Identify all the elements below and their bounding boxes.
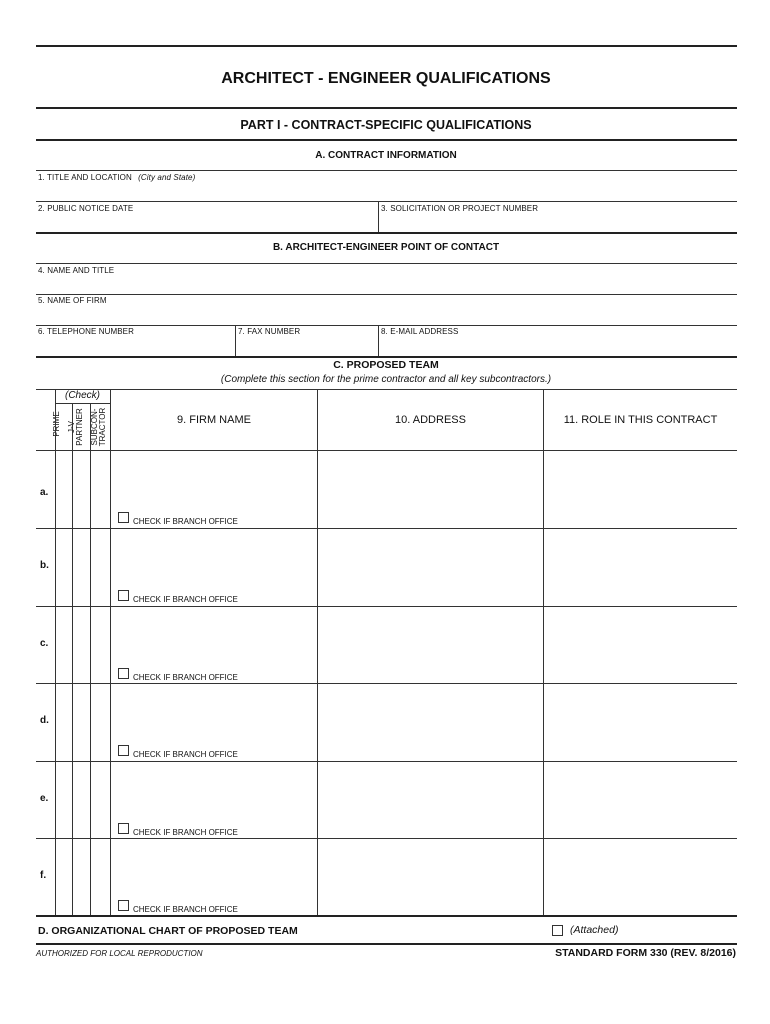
- check-label: (Check): [64, 390, 100, 401]
- col-prime-header: PRIME: [52, 411, 61, 437]
- branch-office-label: CHECK IF BRANCH OFFICE: [133, 673, 238, 682]
- team-row-e[interactable]: [36, 762, 737, 839]
- divider-field6-7: [235, 325, 236, 356]
- team-row-c[interactable]: [36, 607, 737, 684]
- rule-section-b: [36, 263, 737, 264]
- footer-form-number: STANDARD FORM 330 (REV. 8/2016): [555, 947, 736, 959]
- branch-office-checkbox[interactable]: [118, 900, 129, 911]
- branch-office-label: CHECK IF BRANCH OFFICE: [133, 828, 238, 837]
- footer-reproduction-note: AUTHORIZED FOR LOCAL REPRODUCTION: [36, 949, 203, 958]
- title-location-hint: (City and State): [138, 173, 196, 182]
- branch-office-label: CHECK IF BRANCH OFFICE: [133, 517, 238, 526]
- row-letter: f.: [40, 870, 47, 881]
- divider-field2-3: [378, 201, 379, 232]
- branch-office-checkbox[interactable]: [118, 745, 129, 756]
- col-jv-header: J-V PARTNER: [67, 408, 84, 446]
- solicitation-number-field[interactable]: 3. SOLICITATION OR PROJECT NUMBER: [381, 204, 539, 213]
- section-a-heading: A. CONTRACT INFORMATION: [315, 150, 457, 161]
- rule-field4: [36, 294, 737, 295]
- rule-end-section-b: [36, 356, 737, 358]
- branch-office-checkbox[interactable]: [118, 668, 129, 679]
- rule-under-title: [36, 107, 737, 109]
- team-row-a[interactable]: [36, 451, 737, 528]
- rule-field5: [36, 325, 737, 326]
- row-letter: d.: [40, 715, 49, 726]
- name-of-firm-field[interactable]: 5. NAME OF FIRM: [38, 296, 107, 305]
- title-location-label: 1. TITLE AND LOCATION: [38, 173, 132, 182]
- rule-field1: [36, 201, 737, 202]
- section-c-heading: C. PROPOSED TEAM: [333, 359, 439, 371]
- rule-section-d: [36, 943, 737, 945]
- section-c-note: (Complete this section for the prime contractor and all key subcontractors.): [220, 374, 552, 385]
- section-b-heading: B. ARCHITECT-ENGINEER POINT OF CONTACT: [272, 242, 500, 253]
- name-title-field[interactable]: 4. NAME AND TITLE: [38, 266, 115, 275]
- branch-office-checkbox[interactable]: [118, 590, 129, 601]
- rule-end-section-c: [36, 915, 737, 917]
- telephone-field[interactable]: 6. TELEPHONE NUMBER: [38, 327, 134, 336]
- row-letter: e.: [40, 793, 49, 804]
- divider-field7-8: [378, 325, 379, 356]
- form-title: ARCHITECT - ENGINEER QUALIFICATIONS: [221, 70, 551, 87]
- attached-checkbox[interactable]: [552, 925, 563, 936]
- row-letter: b.: [40, 560, 49, 571]
- public-notice-date-field[interactable]: 2. PUBLIC NOTICE DATE: [38, 204, 134, 213]
- role-header: 11. ROLE IN THIS CONTRACT: [563, 414, 718, 426]
- col-subcontractor-header: SUBCON- TRACTOR: [90, 407, 107, 447]
- title-location-field[interactable]: [38, 173, 195, 182]
- team-row-d[interactable]: [36, 684, 737, 761]
- attached-label: (Attached): [570, 924, 619, 936]
- fax-field[interactable]: 7. FAX NUMBER: [238, 327, 301, 336]
- rule-under-part: [36, 139, 737, 141]
- rule-end-section-a: [36, 232, 737, 234]
- branch-office-label: CHECK IF BRANCH OFFICE: [133, 750, 238, 759]
- branch-office-label: CHECK IF BRANCH OFFICE: [133, 905, 238, 914]
- part-title: PART I - CONTRACT-SPECIFIC QUALIFICATIONS: [240, 118, 532, 132]
- address-header: 10. ADDRESS: [395, 414, 466, 426]
- team-row-f[interactable]: [36, 839, 737, 915]
- row-letter: c.: [40, 638, 49, 649]
- branch-office-checkbox[interactable]: [118, 512, 129, 523]
- rule-section-c: [36, 389, 737, 390]
- branch-office-checkbox[interactable]: [118, 823, 129, 834]
- branch-office-label: CHECK IF BRANCH OFFICE: [133, 595, 238, 604]
- team-row-b[interactable]: [36, 529, 737, 606]
- rule-section-a: [36, 170, 737, 171]
- section-d-heading: D. ORGANIZATIONAL CHART OF PROPOSED TEAM: [38, 925, 298, 937]
- row-letter: a.: [40, 487, 49, 498]
- firm-name-header: 9. FIRM NAME: [177, 414, 251, 426]
- top-rule: [36, 45, 737, 47]
- email-field[interactable]: 8. E-MAIL ADDRESS: [381, 327, 459, 336]
